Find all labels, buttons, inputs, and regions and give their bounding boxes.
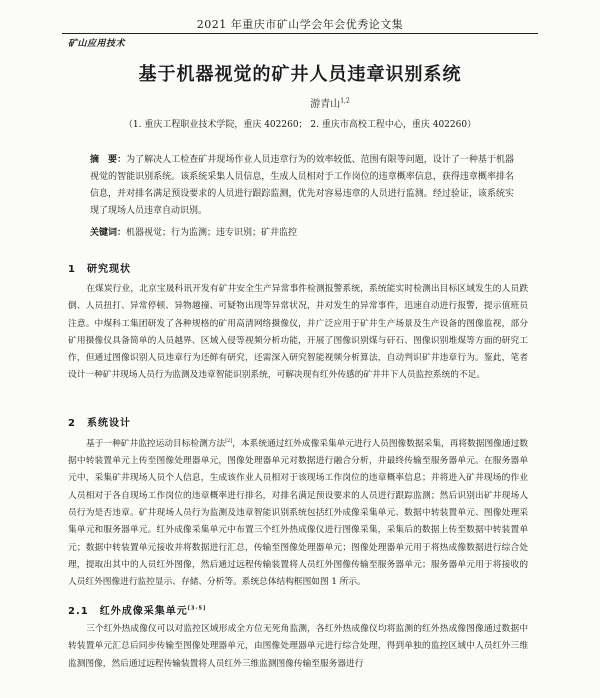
paper-title: 基于机器视觉的矿井人员违章识别系统 [138, 64, 462, 85]
running-header: 2021 年重庆市矿山学会年会优秀论文集 [196, 18, 404, 31]
author-superscript: 1,2 [340, 97, 350, 105]
section-2-1-title: 2.1 红外成像采集单元 [68, 606, 188, 617]
abstract-label: 摘 要： [90, 155, 127, 165]
section-2-1-ref: [3-5] [187, 605, 207, 612]
affiliation: （1. 重庆工程职业技术学院，重庆 402260； 2. 重庆市高校工程中心，重庆 402260） [123, 120, 477, 130]
author-name: 游青山 [310, 99, 341, 110]
keywords [90, 226, 514, 241]
section-2-text-a: 基于一种矿井监控运动目标检测方法 [86, 438, 226, 449]
keywords-text: 机器视觉；行为监测；违专识别；矿井监控 [126, 228, 298, 238]
section-2-body [68, 433, 528, 592]
section-2-1-body [68, 621, 528, 673]
header-rule [62, 33, 538, 34]
column-tag: 矿山应用技术 [68, 39, 126, 49]
abstract-text: 为了解决人工检查矿井现场作业人员违章行为的效率较低、范围有限等问题，设计了一种基于机器视觉的智能识别系统。该系统采集人员信息，生成人员相对于工作岗位的违章概率信息，获得违章概率排名信息，并对排名满足预设要求的人员进行跟踪监测，优先对容易违章的人员进行监测。经过验证，该系统实现了现场人员违章自动识别。 [90, 155, 514, 216]
section-heading-2-1 [68, 602, 206, 617]
section-1-text: 在煤炭行业，北京宝晟科讯开发有矿井安全生产异常事件检测报警系统，系统能实时检测出目标区域发生的人员跌倒、人员扭打、异常停顿、异物越撞、可疑物出现等异常状况，并对发生的异常事件，迅速自动进行报警，提示值班员注意。中煤科工集团研发了各种规格的矿用高清网络摄像仪，并广泛应用于矿井生产场景及生产设备的图像监视，部分矿用摄像仪具备简单的人员越界、区域入侵等视频分析功能，开展了图像识别煤与矸石、图像识别堆煤等方面的研究工作，但通过图像识别人员违章行为还鲜有研究，还需深入研究智能视频分析算法，自动判识矿井违章行为。鉴此，笔者设计一种矿井现场人员行为监测及违章智能识别系统，可解决现有红外传感的矿井井下人员监控系统的不足。 [68, 284, 528, 381]
keywords-label: 关键词： [90, 228, 127, 238]
abstract [90, 152, 514, 220]
author-line [0, 95, 600, 110]
section-2-text-b: ，本系统通过红外成像采集单元进行人员图像数据采集，再将数据图像通过数据中转装置单元上传至图像处理器单元，图像处理器单元对数据进行融合分析，并最终传输至服务器单元。在服务器单元中，采集矿井现场人员个人信息，生成该作业人员相对于该现场工作岗位的违章概率信息；并将进入矿井现场的作业人员相对于各自现场工作岗位的违章概率进行排名，对排名满足预设要求的人员进行跟踪监测；然后识别出矿井现场人员行为是否违章。矿井现场人员行为监测及违章智能识别系统包括红外成像采集单元、数据中转装置单元、图像处理采集单元和服务器单元。红外成像采集单元中布置三个红外热成像仪进行图像采集，采集后的数据上传至数据中转装置单元；数据中转装置单元接收并将数据进行汇总，传输至图像处理器单元；图像处理器单元用于将热成像数据进行综合处理，提取出其中的人员红外图像，然后通过远程传输装置将人员红外图像传输至服务器单元；服务器单元用于将接收的人员红外图像进行监控显示、存储、分析等。系统总体结构框图如图 1 所示。 [68, 438, 529, 588]
section-2-1-text: 三个红外热成像仪可以对监控区域形成全方位无死角监测，各红外热成像仪均将监测的红外热成像图像通过数据中转装置单元汇总后同步传输至图像处理器单元，由图像处理器单元进行综合处理，得到单独的监控区域中人员红外三维监测图像，然后通过远程传输装置将人员红外三维监测图像传输至服务器进行 [68, 624, 528, 669]
section-1-body [68, 281, 528, 385]
section-heading-1: 1 研究现状 [68, 264, 131, 275]
section-2-ref: [2] [225, 438, 233, 444]
section-heading-2: 2 系统设计 [68, 418, 131, 429]
